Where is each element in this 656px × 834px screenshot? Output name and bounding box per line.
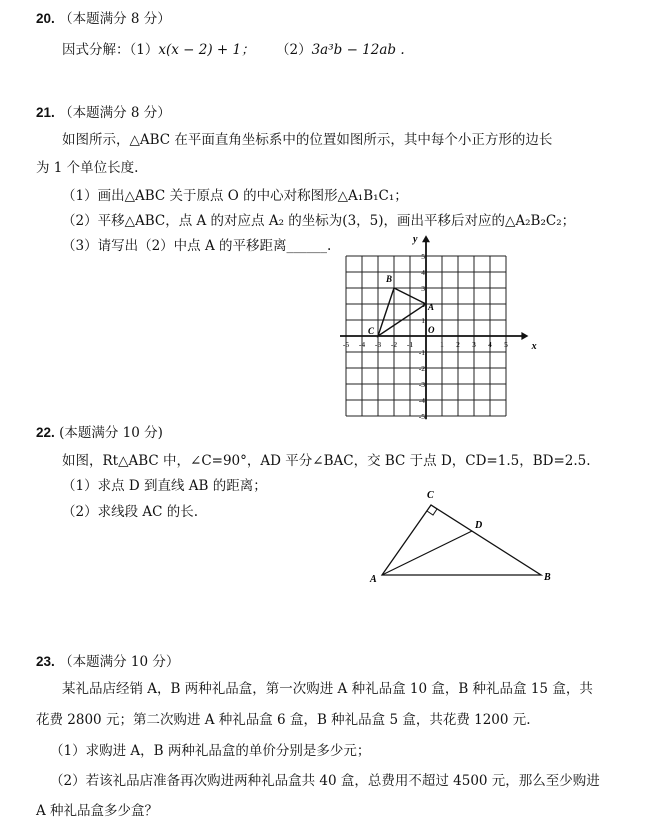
q21-score: （本题满分 8 分） <box>59 105 171 121</box>
q23-part2-line2: A 种礼品盒多少盒？ <box>36 803 159 819</box>
y-tick-label: -1 <box>418 348 425 357</box>
x-tick-label: -1 <box>406 340 414 349</box>
right-triangle-figure <box>360 484 560 588</box>
y-tick-label: -3 <box>418 380 425 389</box>
label-c: C <box>427 490 434 501</box>
q21-part2: （2）平移△ABC，点 A 的对应点 A₂ 的坐标为(3，5)，画出平移后对应的△A₂B₂C₂； <box>62 213 576 229</box>
q23-line2: 花费 2800 元；第二次购进 A 种礼品盒 6 盒，B 种礼品盒 5 盒，共花费 1200 元. <box>36 712 531 728</box>
q22-part1: （1）求点 D 到直线 AB 的距离； <box>62 478 267 494</box>
y-tick-label: 4 <box>421 268 425 277</box>
q21-text-line1: 如图所示，△ABC 在平面直角坐标系中的位置如图所示，其中每个小正方形的边长 <box>62 132 553 148</box>
y-tick-label: 2 <box>421 300 425 309</box>
x-axis-label: x <box>531 341 537 352</box>
q22-header <box>36 421 163 441</box>
q20-score: （本题满分 8 分） <box>59 11 171 27</box>
q20-part2-label: （2） <box>276 42 312 58</box>
q21-part3: （3）请写出（2）中点 A 的平移距离______. <box>62 238 332 254</box>
triangle-abc-outline <box>382 505 541 575</box>
x-tick-label: 3 <box>472 340 476 349</box>
q20-body <box>62 38 255 58</box>
y-tick-label: 3 <box>421 284 425 293</box>
origin-label: O <box>428 325 435 335</box>
q22-text: 如图，Rt△ABC 中，∠C=90°，AD 平分∠BAC，交 BC 于点 D，CD=1.5，BD=2.5. <box>62 453 591 469</box>
angle-bisector-ad <box>382 531 472 575</box>
q22-number: 22. <box>36 425 55 440</box>
right-angle-marker <box>427 505 437 515</box>
y-tick-label: -5 <box>418 412 425 421</box>
q21-number: 21. <box>36 105 55 120</box>
q20-intro: 因式分解： <box>62 42 130 58</box>
q20-part1-label: （1） <box>129 42 159 58</box>
label-a: A <box>370 574 377 585</box>
triangle-abc-shape <box>378 288 426 336</box>
q23-score: （本题满分 10 分） <box>59 654 180 670</box>
x-tick-label: -4 <box>358 340 366 349</box>
point-label-a: A <box>428 302 435 312</box>
x-tick-label: -2 <box>390 340 398 349</box>
q20-part2-expression: 3a³b − 12ab . <box>311 42 405 58</box>
q20-header <box>36 7 171 27</box>
q20-number: 20. <box>36 11 55 26</box>
y-tick-label: 5 <box>421 252 425 261</box>
y-axis-arrow <box>422 235 430 242</box>
q23-line1: 某礼品店经销 A，B 两种礼品盒，第一次购进 A 种礼品盒 10 盒，B 种礼品盒 15 盒，共 <box>62 681 593 697</box>
q23-header <box>36 650 179 670</box>
x-tick-label: 2 <box>456 340 460 349</box>
y-axis-label: y <box>413 234 418 245</box>
x-tick-label: -3 <box>374 340 382 349</box>
point-label-c: C <box>368 326 375 336</box>
q23-number: 23. <box>36 654 55 669</box>
q23-part1: （1）求购进 A，B 两种礼品盒的单价分别是多少元； <box>50 743 371 759</box>
q22-score: (本题满分 10 分) <box>59 425 163 441</box>
label-d: D <box>475 520 483 531</box>
x-tick-label: 4 <box>488 340 492 349</box>
q21-part1: （1）画出△ABC 关于原点 O 的中心对称图形△A₁B₁C₁； <box>62 188 408 204</box>
coordinate-grid-figure <box>340 232 550 422</box>
q20-part2 <box>276 38 405 58</box>
x-tick-label: -5 <box>342 340 350 349</box>
x-axis-arrow <box>521 332 528 340</box>
point-label-b: B <box>386 274 393 284</box>
x-tick-label: 1 <box>440 340 444 349</box>
q23-part2-line1: （2）若该礼品店准备再次购进两种礼品盒共 40 盒，总费用不超过 4500 元，那么至少购进 <box>50 773 600 789</box>
y-tick-label: -4 <box>418 396 425 405</box>
y-tick-label: 1 <box>421 316 425 325</box>
q20-part1-expression: x(x − 2) + 1； <box>158 42 255 58</box>
q22-part2: （2）求线段 AC 的长. <box>62 504 199 520</box>
q21-header <box>36 101 171 121</box>
label-b: B <box>544 572 551 583</box>
q21-text-line2: 为 1 个单位长度. <box>36 160 139 176</box>
x-tick-label: 5 <box>504 340 508 349</box>
y-tick-label: -2 <box>418 364 425 373</box>
